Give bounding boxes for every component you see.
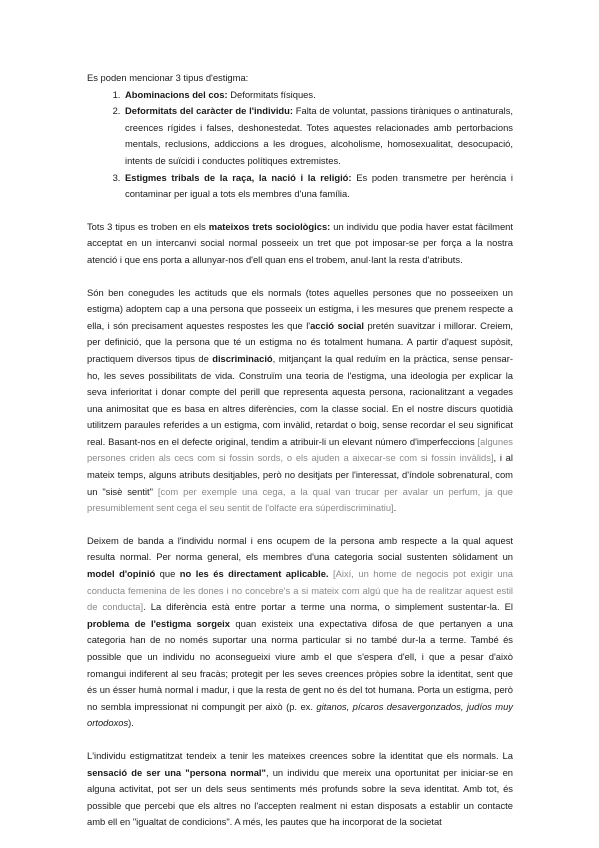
paragraph-4: L'individu estigmatitzat tendeix a tenir les mateixes creences sobre la identitat que els normals. La sensació de ser una "persona normal", un individu que mereix una oportunitat per iniciar-se en alguna activitat, pot ser un dels seus sentiments més profunds sobre la seva identitat. Amb tot, és possible que percebi que els altres no l'accepten realment ni estan disposats a establir un contacte amb ell en "igualtat de condicions". A més, les pautes que ha incorporat de la societat bbox=[87, 749, 514, 828]
examples-italic: gitanos, pícaros desavergonzados, judíos muy ortodoxos bbox=[87, 700, 513, 729]
paragraph-2: Són ben conegudes les actituds que els normals (totes aquelles persones que no posseeixen un estigma) adoptem cap a una persona que posseeix un estigma, i les mesures que prenem respecte a ella, i són precisament aquestes respostes les que l'acció social pretén suavitzar i millorar. Creiem, per definició, que la persona que té un estigma no és totalment humana. A partir d'aquest supòsit, practiquem diversos tipus de discriminació, mitjançant la qual reduïm en la pràctica, sense pensar-ho, les seves possibilitats de vida. Construïm una teoria de l'estigma, una ideologia per explicar la seva inferioritat i donar compte del perill que representa aquesta persona, racionalitzant a vegades una animositat que es basa en altres diferències, com la classe social. En el nostre discurs quotidià utilitzem paraules referides a un estigma, com invàlid, retardat o boig, sense recordar el seu significat real. Basant-nos en el defecte original, tendim a atribuir-li un elevant número d'imperfeccions [algunes persones criden als cecs com si fossin sords, o els ajuden a aixecar-se com si fossin invàlids], i al mateix temps, alguns atributs desitjables, però no desitjats per l'interessat, d'índole sobrenatural, com un "sisè sentit" [com per exemple una cega, a la qual van trucar per avalar un perfum, ja que presumiblement sent cega el seu sentit de l'olfacte era súperdiscriminatiu]. bbox=[87, 286, 513, 514]
list-item-heading: Abominacions del cos: bbox=[125, 88, 228, 100]
intro-line: Es poden mencionar 3 tipus d'estigma: bbox=[87, 72, 249, 83]
paragraph-1: Tots 3 tipus es troben en els mateixos trets sociològics: un individu que podia haver estat fàcilment acceptat en un intercanvi social normal posseeix un tret que pot imposar-se per força a la nostra atenció i que ens porta a allunyar-nos d'ell quan ens el trobem, anul·lant la resta d'atributs. bbox=[87, 220, 514, 265]
list-item bbox=[123, 170, 513, 203]
list-item-text: Falta de voluntat, passions tiràniques o antinaturals, creences rígides i falses, deshonestedat. Totes aquestes relacionades amb pertorbacions mentals, reclusions, addiccions a les drogues, alcoholisme, homosexualitat, desocupació, intents de suïcidi i conductes polítiques extremistes. bbox=[125, 105, 513, 166]
list-item-heading: Estigmes tribals de la raça, la nació i la religió: bbox=[125, 171, 352, 183]
example-note: [algunes persones criden als cecs com si fossin sords, o els ajuden a aixecar-se com si fossin invàlids] bbox=[87, 435, 513, 464]
list-item-text: Deformitats físiques. bbox=[227, 88, 316, 100]
example-note: [Així, un home de negocis pot exigir una conducta femenina de les dones i no concebre's a si mateix com algú que ha de realitzar aquest estil de conducta] bbox=[87, 568, 513, 613]
example-note: [com per exemple una cega, a la qual van trucar per avalar un perfum, ja que presumiblement sent cega el seu sentit de l'olfacte era súperdiscriminatiu] bbox=[87, 485, 513, 514]
paragraph-3: Deixem de banda a l'individu normal i ens ocupem de la persona amb respecte a la qual aquest resulta normal. Per norma general, els membres d'una categoria social sustenten sòlidament un model d'opinió que no les és directament aplicable. [Així, un home de negocis pot exigir una conducta femenina de les dones i no concebre's a si mateix com algú que ha de realitzar aquest estil de conducta]. La diferència està entre portar a terme una norma, o simplement sustentar-la. El problema de l'estigma sorgeix quan existeix una expectativa difosa de que pertanyen a una categoria han de no només suportar una norma particular si no també dur-la a terme. També és possible que un individu no aconsegueixi viure amb el que s'espera d'ell, i que a pesar d'això romangui indiferent al seu fracàs; protegit per les seves creences pròpies sobre la identitat, sent que és un ésser humà normal i madur, i que la resta de gent no és del tot humana. Porta un estigma, però no sembla impressionat ni compungit per això (p. ex. gitanos, pícaros desavergonzados, judíos muy ortodoxos). bbox=[87, 534, 513, 729]
list-item-text: Es poden transmetre per herència i contaminar per igual a tots els membres d'una família. bbox=[125, 171, 513, 200]
list-item bbox=[123, 87, 513, 104]
stigma-types-list bbox=[87, 87, 513, 203]
list-item-heading: Deformitats del caràcter de l'individu: bbox=[125, 105, 294, 117]
list-item bbox=[123, 103, 513, 169]
